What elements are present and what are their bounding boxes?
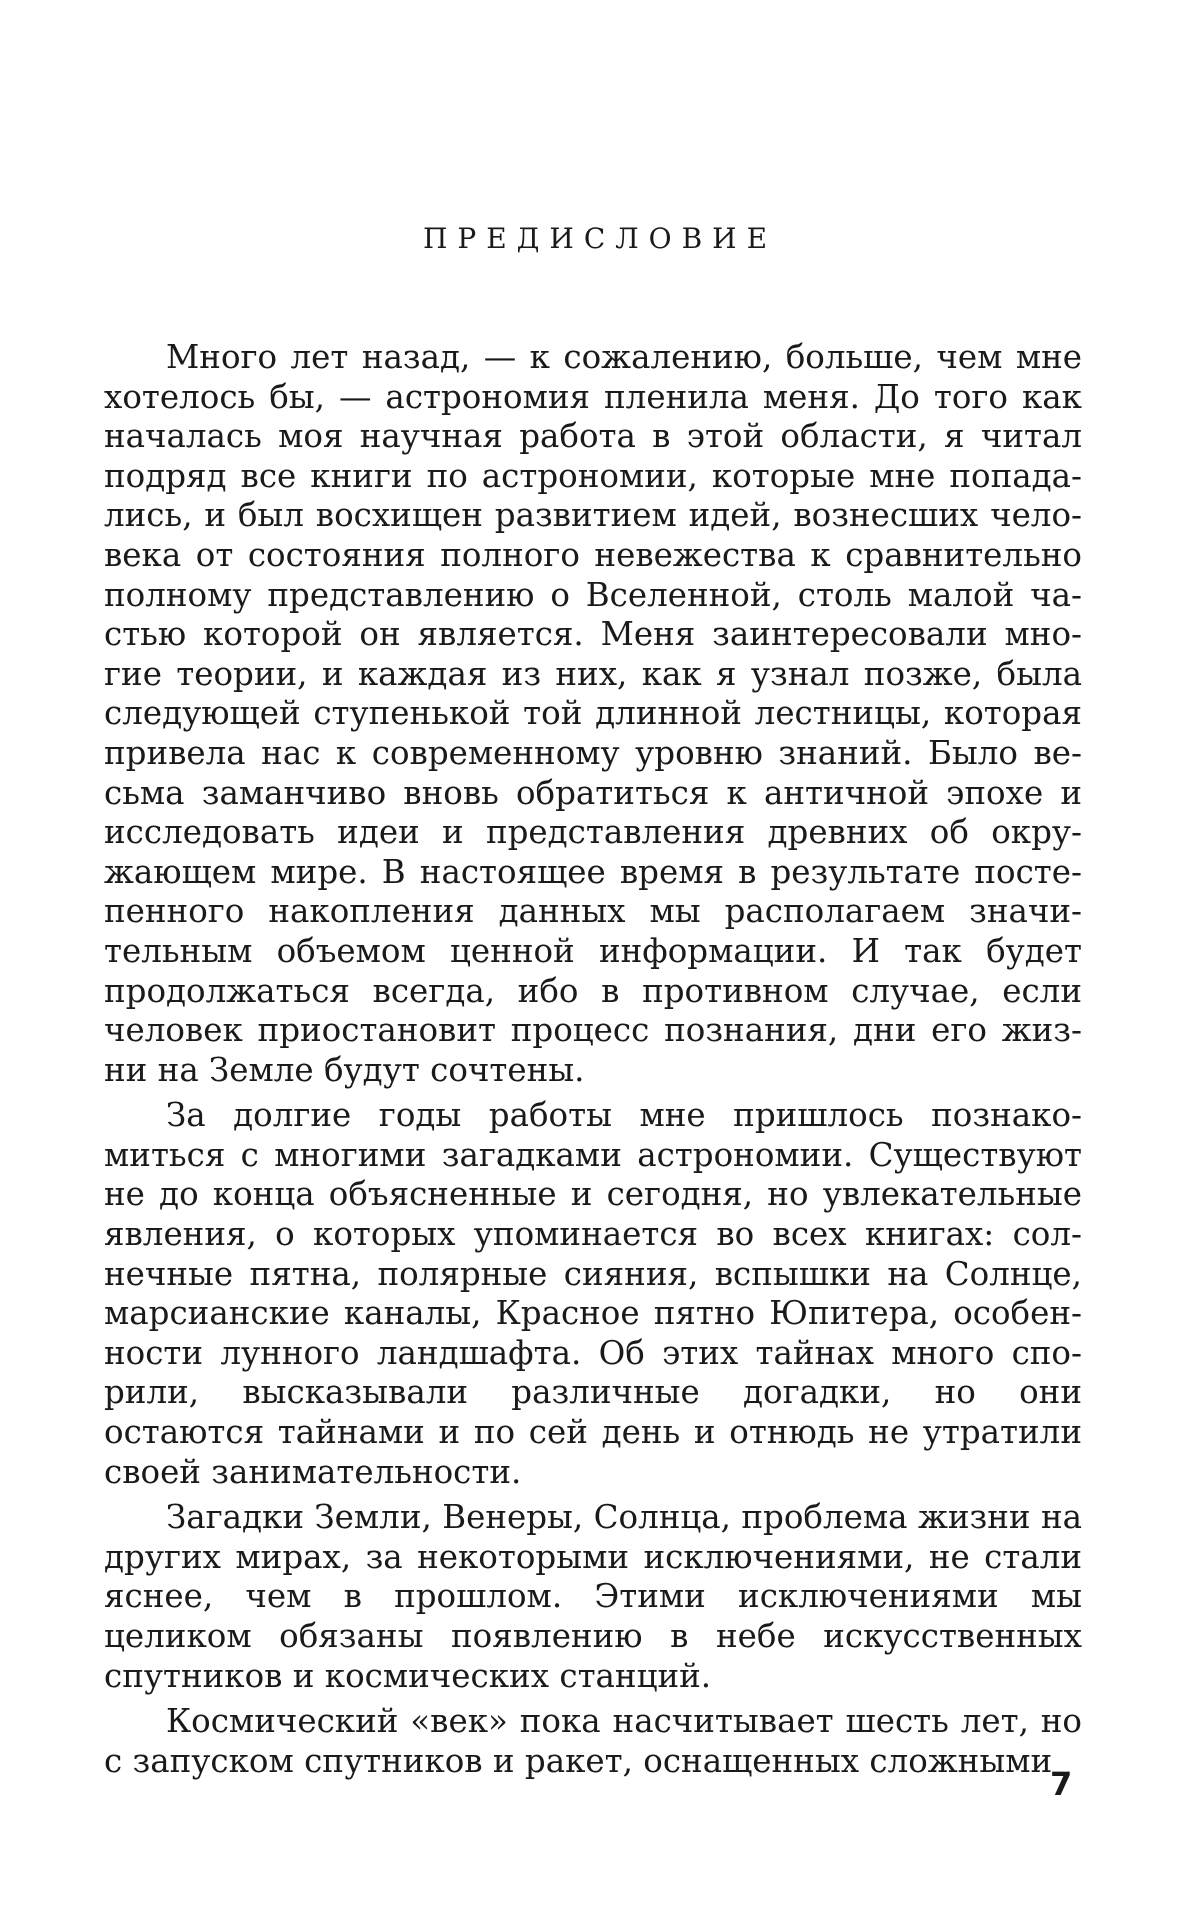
page-title: ПРЕДИСЛОВИЕ bbox=[422, 222, 778, 255]
paragraph: Загадки Земли, Венеры, Солнца, проблема жизни на других мирах, за некоторыми исключениями, не стали яснее, чем в прошлом. Этими исключениями мы целиком обязаны появлению в небе искусственных спутников и космических станций. bbox=[104, 1498, 1082, 1695]
paragraph: За долгие годы работы мне пришлось познакомиться с многими загадками астрономии. Существуют не до конца объясненные и сегодня, но увлекательные явления, о которых упоминается во всех книгах: солнечные пятна, полярные сияния, вспышки на Солнце, марсианские каналы, Красное пятно Юпитера, особенности лунного ландшафта. Об этих тайнах много спорили, высказывали различные догадки, но они остаются тайнами и по сей день и отнюдь не утратили своей занимательности. bbox=[104, 1096, 1082, 1491]
body-text bbox=[104, 338, 1082, 1781]
paragraph: Космический «век» пока насчитывает шесть лет, но с запуском спутников и ракет, оснащенных сложными bbox=[104, 1702, 1082, 1780]
paragraph: Много лет назад, — к сожалению, больше, чем мне хотелось бы, — астрономия пленила меня. До того как началась моя научная работа в этой области, я читал подряд все книги по астрономии, которые мне попадались, и был восхищен развитием идей, вознесших человека от состояния полного невежества к сравнительно полному представлению о Вселенной, столь малой частью которой он является. Меня заинтересовали многие теории, и каждая из них, как я узнал позже, была следующей ступенькой той длинной лестницы, которая привела нас к современному уровню знаний. Было весьма заманчиво вновь обратиться к античной эпохе и исследовать идеи и представления древних об окружающем мире. В настоящее время в результате постепенного накопления данных мы располагаем значительным объемом ценной информации. И так будет продолжаться всегда, ибо в противном случае, если человек приостановит процесс познания, дни его жизни на Земле будут сочтены. bbox=[104, 338, 1082, 1089]
page-number: 7 bbox=[1050, 1765, 1073, 1803]
